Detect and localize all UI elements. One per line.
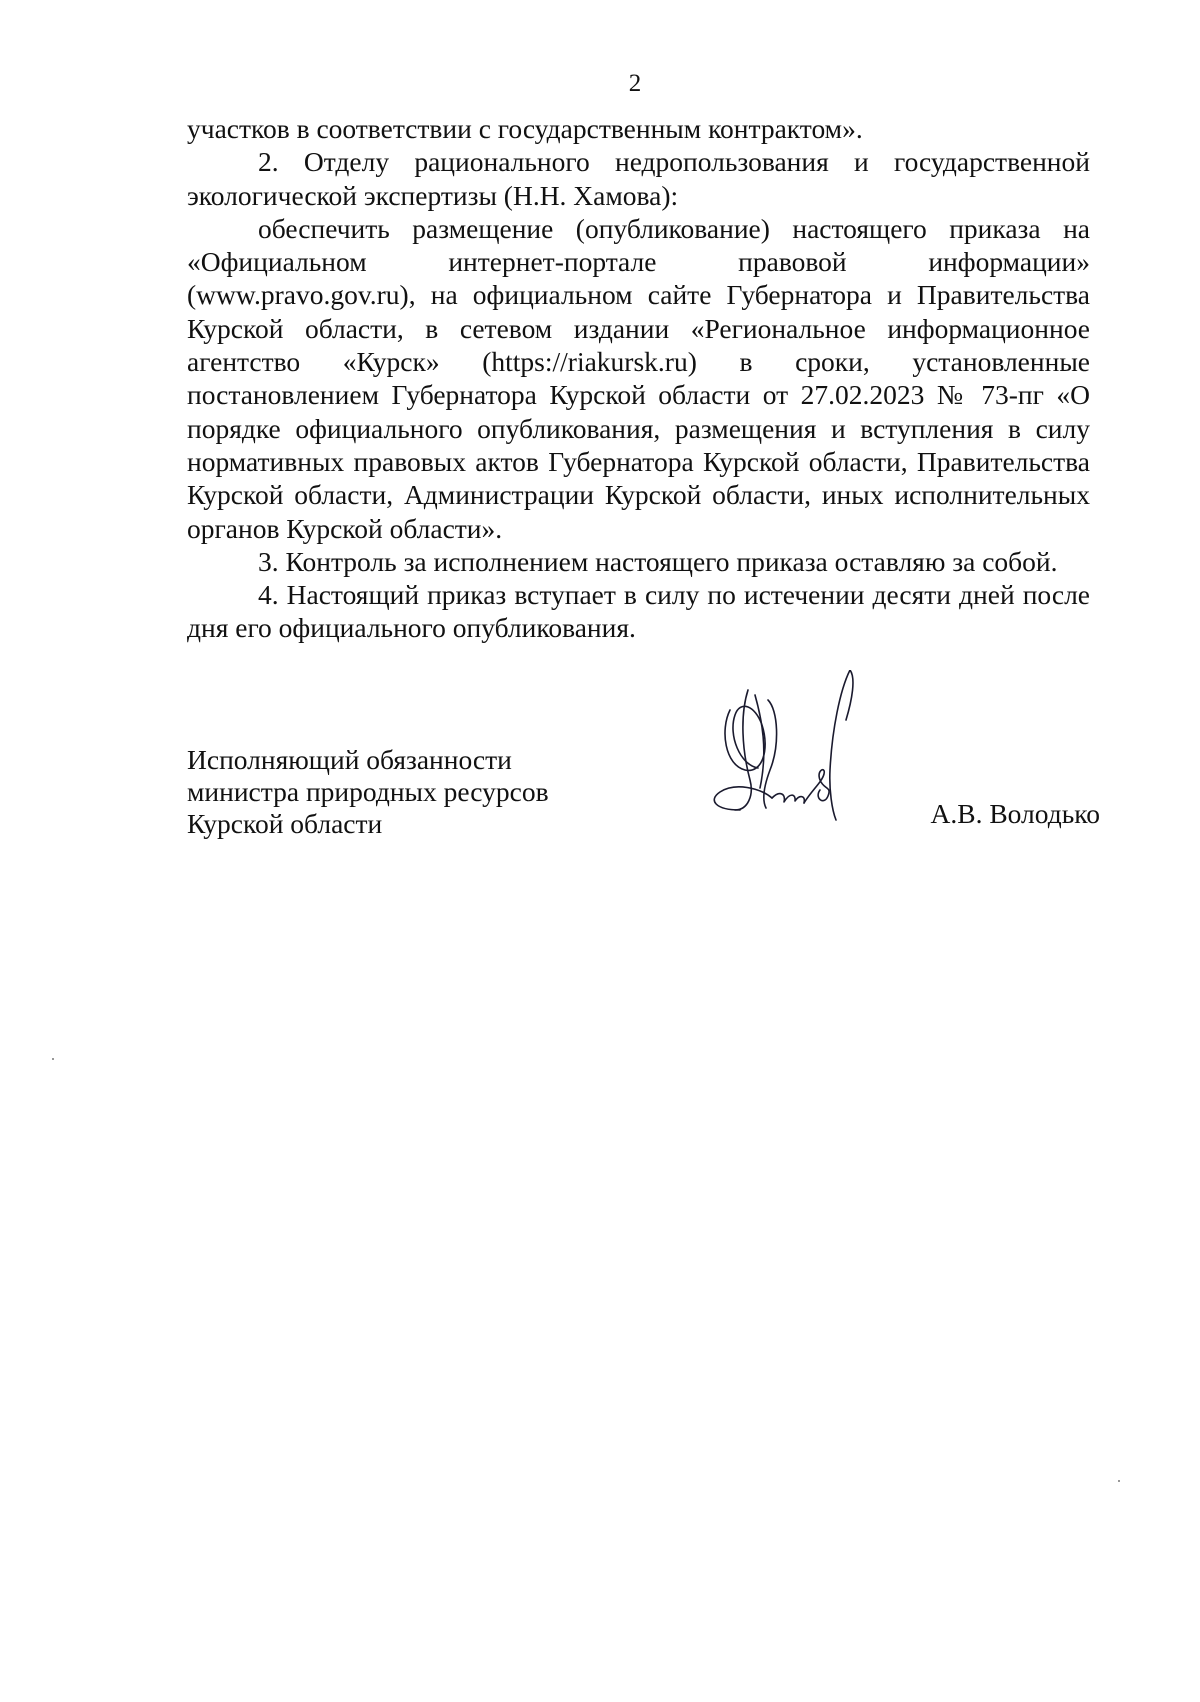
position-line: Исполняющий обязанности [187, 744, 512, 775]
page-number: 2 [628, 70, 642, 97]
position-line: Курской области [187, 808, 383, 839]
paragraph-item-3: 3. Контроль за исполнением настоящего приказа оставляю за собой. [258, 545, 1058, 577]
paragraph-item-2: 2. Отделу рационального недропользования и государственной экологической экспертизы (Н.Н. Хамова): [187, 146, 1090, 211]
position-line: министра природных ресурсов [187, 776, 549, 807]
scan-speck [52, 1058, 54, 1060]
signatory-position [187, 744, 549, 840]
handwritten-signature [700, 670, 910, 830]
signer-name: А.В. Володько [930, 798, 1100, 829]
paragraph-continuation: участков в соответствии с государственным контрактом». [187, 113, 863, 144]
scan-speck [1118, 1480, 1120, 1482]
document-body [187, 112, 1090, 645]
paragraph-publication: обеспечить размещение (опубликование) настоящего приказа на «Официальном интернет-портале правовой информации» (www.pravo.gov.ru), на официальном сайте Губернатора и Правительства Курской области, в сетевом издании «Региональное информационное агентство «Курск» (https://riakursk.ru) в сроки, установленные постановлением Губернатора Курской области от 27.02.2023 № 73-пг «О порядке официального опубликования, размещения и вступления в силу нормативных правовых актов Губернатора Курской области, Правительства Курской области, Администрации Курской области, иных исполнительных органов Курской области». [187, 212, 1090, 544]
paragraph-item-4: 4. Настоящий приказ вступает в силу по истечении десяти дней после дня его официального опубликования. [187, 579, 1090, 644]
